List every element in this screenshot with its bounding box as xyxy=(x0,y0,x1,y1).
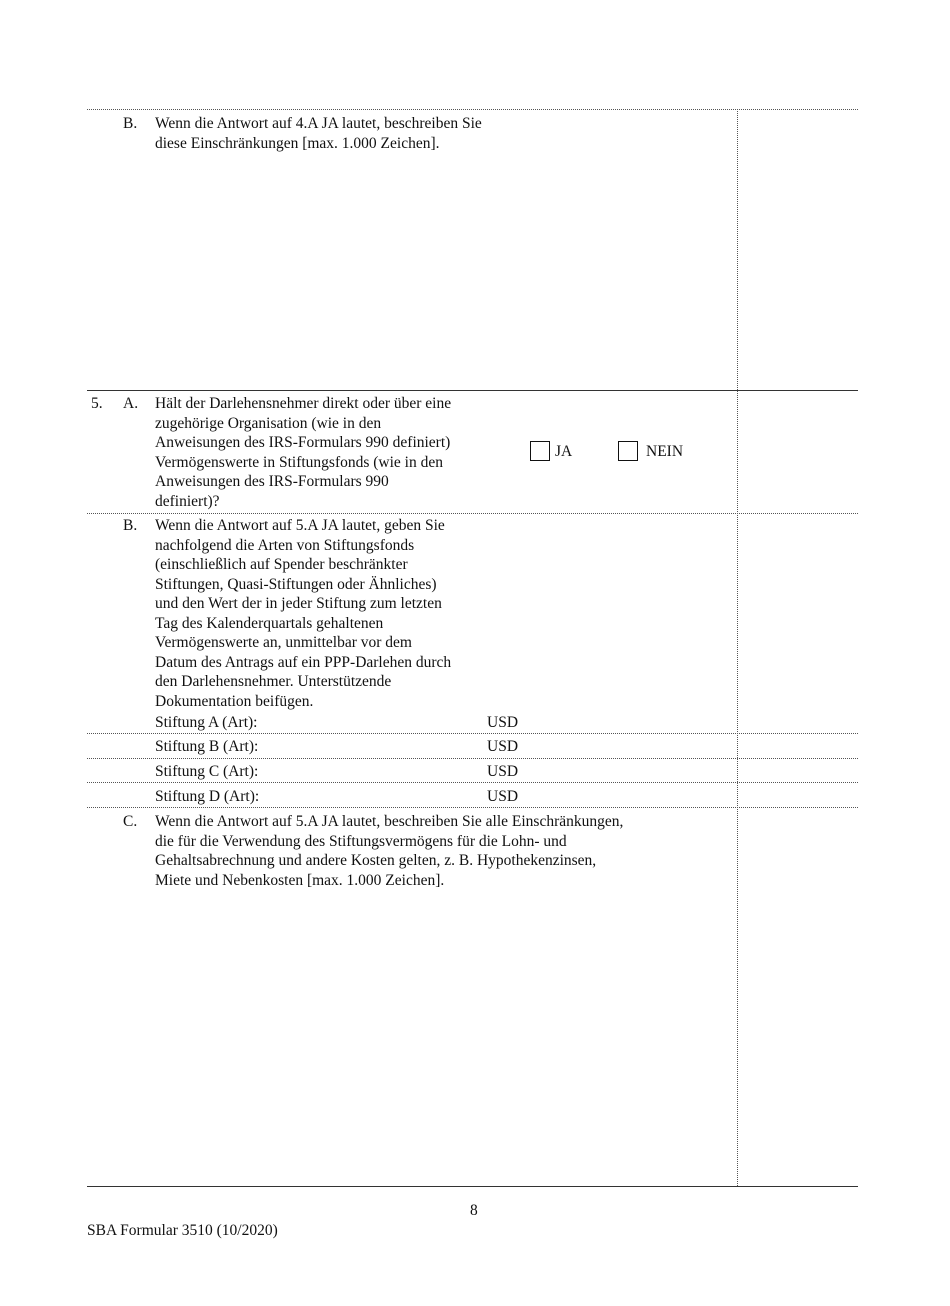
stiftung-a-label: Stiftung A (Art): xyxy=(155,714,258,731)
yes-checkbox[interactable] xyxy=(530,441,550,461)
q5-number: 5. xyxy=(91,395,103,412)
row-divider-q5 xyxy=(87,390,858,391)
stiftung-d-label: Stiftung D (Art): xyxy=(155,788,260,805)
q5b-label: B. xyxy=(123,517,138,534)
stiftung-d-currency: USD xyxy=(487,788,519,805)
row-divider-bottom xyxy=(87,1186,858,1187)
q5c-text: Wenn die Antwort auf 5.A JA lautet, beschreiben Sie alle Einschränkungen, die für die Verwendung des Stiftungsvermögens für die Lohn- und Gehaltsabrechnung und andere Kosten gelten, z. B. Hypothekenzinsen, Miete und Nebenkosten [max. 1.000 Zeichen]. xyxy=(155,813,624,889)
form-id: SBA Formular 3510 (10/2020) xyxy=(87,1222,278,1239)
row-divider-stiftung-d xyxy=(87,782,858,783)
yes-label: JA xyxy=(555,443,573,460)
row-divider-q5b xyxy=(87,513,858,514)
q5c-label: C. xyxy=(123,813,138,830)
stiftung-b-label: Stiftung B (Art): xyxy=(155,738,259,755)
q4b-label: B. xyxy=(123,115,138,132)
q5a-text: Hält der Darlehensnehmer direkt oder über eine zugehörige Organisation (wie in den Anweisungen des IRS-Formulars 990 definiert) Vermögenswerte in Stiftungsfonds (wie in den Anweisungen des IRS-Formulars 990 definiert)? xyxy=(155,395,452,510)
row-divider-stiftung-b xyxy=(87,733,858,734)
page-number: 8 xyxy=(470,1202,478,1219)
row-divider-stiftung-c xyxy=(87,758,858,759)
stiftung-a-currency: USD xyxy=(487,714,519,731)
stiftung-c-currency: USD xyxy=(487,763,519,780)
q5a-label: A. xyxy=(123,395,139,412)
row-divider-q5c xyxy=(87,807,858,808)
column-divider xyxy=(737,109,738,1186)
q4b-text: Wenn die Antwort auf 4.A JA lautet, beschreiben Sie diese Einschränkungen [max. 1.000 Zeichen]. xyxy=(155,115,482,152)
row-divider-top xyxy=(87,109,858,110)
stiftung-b-currency: USD xyxy=(487,738,519,755)
no-checkbox[interactable] xyxy=(618,441,638,461)
no-label: NEIN xyxy=(646,443,684,460)
stiftung-c-label: Stiftung C (Art): xyxy=(155,763,259,780)
q5b-text: Wenn die Antwort auf 5.A JA lautet, geben Sie nachfolgend die Arten von Stiftungsfonds (einschließlich auf Spender beschränkter Stiftungen, Quasi-Stiftungen oder Ähnliches) und den Wert der in jeder Stiftung zum letzten Tag des Kalenderquartals gehaltenen Vermögenswerte an, unmittelbar vor dem Datum des Antrags auf ein PPP-Darlehen durch den Darlehensnehmer. Unterstützende Dokumentation beifügen. xyxy=(155,517,452,710)
